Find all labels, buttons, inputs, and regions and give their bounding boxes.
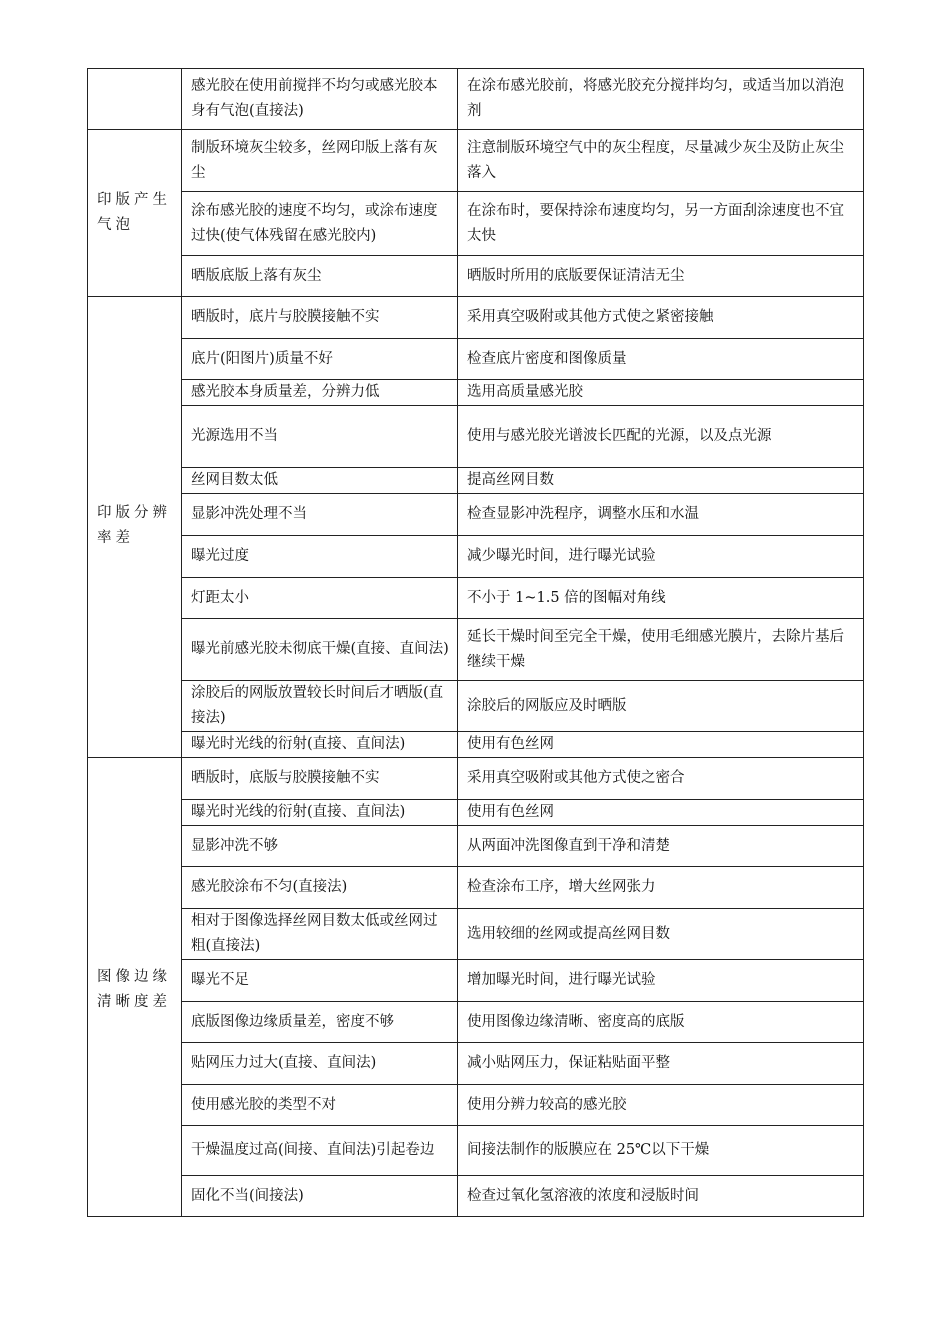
solution-cell: 增加曝光时间，进行曝光试验 (458, 960, 864, 1002)
problem-cell: 底片(阳图片)质量不好 (182, 339, 458, 380)
solution-cell: 晒版时所用的底版要保证清洁无尘 (458, 256, 864, 297)
solution-cell: 检查涂布工序，增大丝网张力 (458, 867, 864, 909)
problem-cell: 曝光时光线的衍射(直接、直间法) (182, 800, 458, 826)
table-row (88, 380, 864, 406)
table-row (88, 800, 864, 826)
problem-cell: 固化不当(间接法) (182, 1176, 458, 1217)
problem-cell: 丝网目数太低 (182, 468, 458, 494)
problem-cell: 曝光过度 (182, 536, 458, 578)
problem-cell: 光源选用不当 (182, 406, 458, 468)
problem-cell: 曝光不足 (182, 960, 458, 1002)
solution-cell: 检查底片密度和图像质量 (458, 339, 864, 380)
category-cell (88, 297, 182, 758)
category-label: 图像边缘清晰度差 (97, 969, 171, 1010)
problem-cell: 制版环境灰尘较多，丝网印版上落有灰尘 (182, 130, 458, 192)
problem-cell: 涂布感光胶的速度不均匀，或涂布速度过快(使气体残留在感光胶内) (182, 192, 458, 256)
solution-cell: 采用真空吸附或其他方式使之密合 (458, 758, 864, 800)
table-row (88, 1126, 864, 1176)
table-row (88, 1043, 864, 1085)
table-row (88, 494, 864, 536)
table-row (88, 1002, 864, 1043)
table-row (88, 619, 864, 681)
problem-cell: 底版图像边缘质量差，密度不够 (182, 1002, 458, 1043)
table-row (88, 406, 864, 468)
problem-cell: 曝光时光线的衍射(直接、直间法) (182, 732, 458, 758)
table-row (88, 758, 864, 800)
troubleshooting-table (87, 68, 864, 1217)
solution-cell: 从两面冲洗图像直到干净和清楚 (458, 826, 864, 867)
solution-cell: 减少曝光时间，进行曝光试验 (458, 536, 864, 578)
solution-cell: 在涂布感光胶前，将感光胶充分搅拌均匀，或适当加以消泡剂 (458, 69, 864, 130)
table-row (88, 1176, 864, 1217)
solution-cell: 选用较细的丝网或提高丝网目数 (458, 909, 864, 960)
solution-cell: 使用有色丝网 (458, 800, 864, 826)
table-row (88, 256, 864, 297)
solution-cell: 不小于 1~1.5 倍的图幅对角线 (458, 578, 864, 619)
solution-cell: 使用分辨力较高的感光胶 (458, 1085, 864, 1126)
problem-cell: 感光胶涂布不匀(直接法) (182, 867, 458, 909)
table-row (88, 468, 864, 494)
problem-cell: 显影冲洗不够 (182, 826, 458, 867)
solution-cell: 间接法制作的版膜应在 25℃以下干燥 (458, 1126, 864, 1176)
table-row (88, 826, 864, 867)
problem-cell: 贴网压力过大(直接、直间法) (182, 1043, 458, 1085)
solution-cell: 提高丝网目数 (458, 468, 864, 494)
solution-cell: 检查过氧化氢溶液的浓度和浸版时间 (458, 1176, 864, 1217)
problem-cell: 曝光前感光胶未彻底干燥(直接、直间法) (182, 619, 458, 681)
table-body (88, 69, 864, 1217)
solution-cell: 在涂布时，要保持涂布速度均匀，另一方面刮涂速度也不宜太快 (458, 192, 864, 256)
problem-cell: 感光胶本身质量差，分辨力低 (182, 380, 458, 406)
problem-cell: 灯距太小 (182, 578, 458, 619)
solution-cell: 涂胶后的网版应及时晒版 (458, 681, 864, 732)
problem-cell: 显影冲洗处理不当 (182, 494, 458, 536)
table-row (88, 732, 864, 758)
table-row (88, 536, 864, 578)
problem-cell: 晒版时，底片与胶膜接触不实 (182, 297, 458, 339)
table-row (88, 297, 864, 339)
solution-cell: 检查显影冲洗程序，调整水压和水温 (458, 494, 864, 536)
solution-cell: 使用与感光胶光谱波长匹配的光源，以及点光源 (458, 406, 864, 468)
solution-cell: 使用图像边缘清晰、密度高的底版 (458, 1002, 864, 1043)
problem-cell: 使用感光胶的类型不对 (182, 1085, 458, 1126)
solution-cell: 选用高质量感光胶 (458, 380, 864, 406)
table-row (88, 578, 864, 619)
problem-cell: 干燥温度过高(间接、直间法)引起卷边 (182, 1126, 458, 1176)
table-row (88, 867, 864, 909)
category-cell (88, 69, 182, 130)
problem-cell: 晒版时，底版与胶膜接触不实 (182, 758, 458, 800)
solution-cell: 延长干燥时间至完全干燥，使用毛细感光膜片，去除片基后继续干燥 (458, 619, 864, 681)
table-row (88, 681, 864, 732)
solution-cell: 使用有色丝网 (458, 732, 864, 758)
table-row (88, 339, 864, 380)
category-cell (88, 758, 182, 1217)
table-row (88, 1085, 864, 1126)
solution-cell: 采用真空吸附或其他方式使之紧密接触 (458, 297, 864, 339)
solution-cell: 注意制版环境空气中的灰尘程度，尽量减少灰尘及防止灰尘落入 (458, 130, 864, 192)
table-row (88, 192, 864, 256)
problem-cell: 涂胶后的网版放置较长时间后才晒版(直接法) (182, 681, 458, 732)
category-label: 印版产生气泡 (97, 192, 171, 233)
solution-cell: 减小贴网压力，保证粘贴面平整 (458, 1043, 864, 1085)
category-label: 印版分辨率差 (97, 505, 171, 546)
problem-cell: 相对于图像选择丝网目数太低或丝网过粗(直接法) (182, 909, 458, 960)
table-row (88, 960, 864, 1002)
problem-cell: 晒版底版上落有灰尘 (182, 256, 458, 297)
table-row (88, 909, 864, 960)
table-row (88, 69, 864, 130)
category-cell (88, 130, 182, 297)
problem-cell: 感光胶在使用前搅拌不均匀或感光胶本身有气泡(直接法) (182, 69, 458, 130)
table-row (88, 130, 864, 192)
